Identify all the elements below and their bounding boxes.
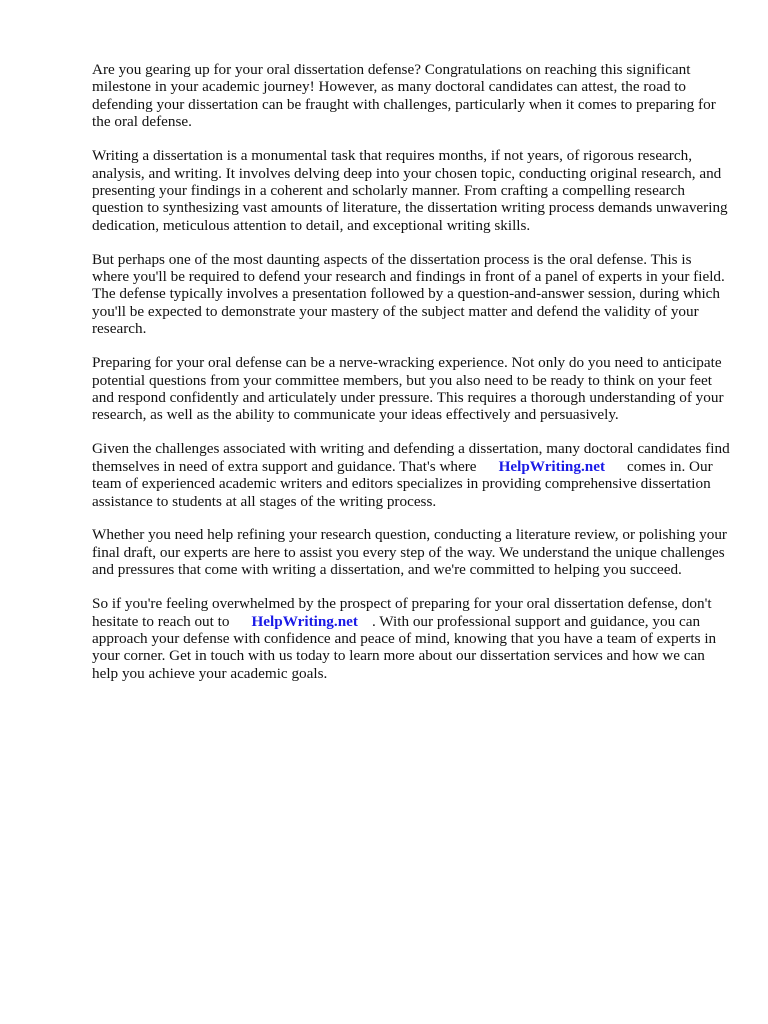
helpwriting-link[interactable]: HelpWriting.net — [251, 612, 358, 630]
paragraph-text: . With our professional support and guidance, you can approach your defense with confidence and peace of mind, knowing that you have a team of experts in your corner. Get in touch with us today to learn more about our dissertation services and how we can help you achieve your academic goals. — [92, 612, 717, 682]
paragraph-text: comes in. Our team of experienced academic writers and editors specializes in providing comprehensive dissertation assistance to students at all stages of the writing process. — [92, 457, 713, 510]
paragraph-closing — [92, 595, 732, 682]
paragraph-text: So if you're feeling overwhelmed by the prospect of preparing for your oral dissertation defense, don't hesitate to reach out to — [92, 595, 712, 630]
paragraph-oral-defense: But perhaps one of the most daunting aspects of the dissertation process is the oral defense. This is where you'll be required to defend your research and findings in front of a panel of experts in your field. The defense typically involves a presentation followed by a question-and-answer session, during which you'll be expected to demonstrate your mastery of the subject matter and defend the validity of your research. — [92, 250, 725, 338]
paragraph-writing-task: Writing a dissertation is a monumental task that requires months, if not years, of rigorous research, analysis, and writing. It involves delving deep into your chosen topic, conducting original research, and presenting your findings in a coherent and scholarly manner. From crafting a compelling research question to synthesizing vast amounts of literature, the dissertation writing process demands unwavering dedication, meticulous attention to detail, and exceptional writing skills. — [92, 147, 728, 234]
document-body — [92, 61, 732, 699]
helpwriting-link[interactable]: HelpWriting.net — [498, 457, 606, 475]
paragraph-assistance: Whether you need help refining your research question, conducting a literature review, or polishing your final draft, our experts are here to assist you every step of the way. We understand the unique challenges and pressures that come with writing a dissertation, and we're committed to helping you succeed. — [92, 526, 727, 579]
paragraph-text: Given the challenges associated with writing and defending a dissertation, many doctoral candidates find themselves in need of extra support and guidance. That's where — [92, 440, 730, 475]
paragraph-preparing: Preparing for your oral defense can be a nerve-wracking experience. Not only do you need to anticipate potential questions from your committee members, but you also need to be ready to think on your feet and respond confidently and articulately under pressure. This requires a thorough understanding of your research, as well as the ability to communicate your ideas effectively and persuasively. — [92, 354, 724, 424]
paragraph-helpwriting-intro — [92, 440, 732, 510]
paragraph-intro: Are you gearing up for your oral dissertation defense? Congratulations on reaching this significant milestone in your academic journey! However, as many doctoral candidates can attest, the road to defending your dissertation can be fraught with challenges, particularly when it comes to preparing for the oral defense. — [92, 61, 716, 131]
